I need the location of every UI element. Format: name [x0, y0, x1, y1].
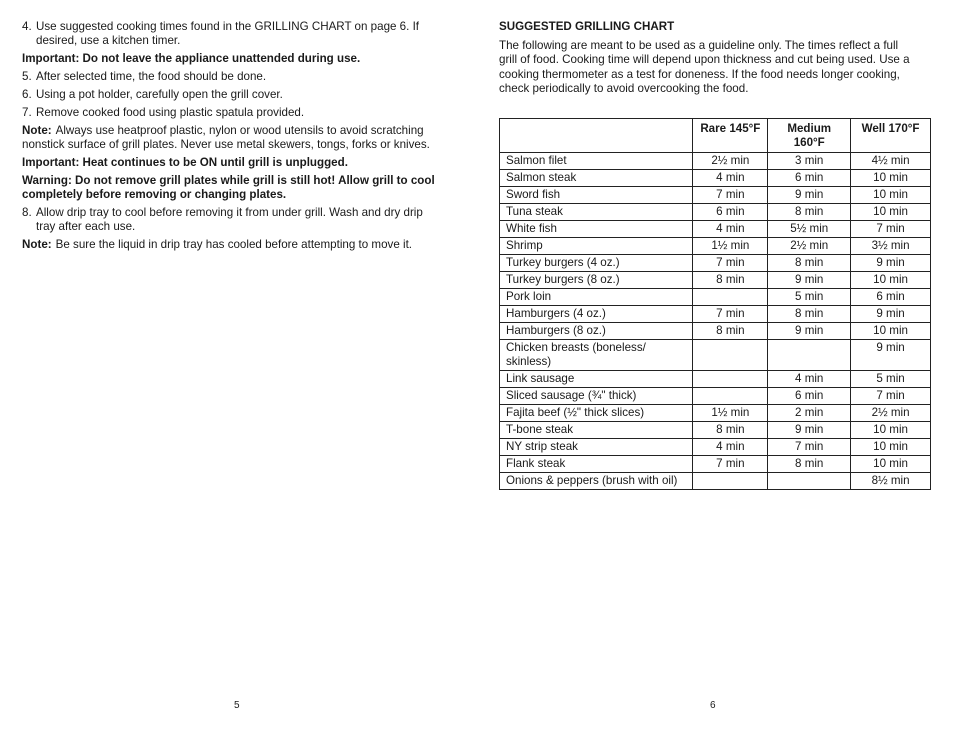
time-cell: 10 min [851, 439, 931, 456]
step-text: After selected time, the food should be done. [36, 70, 267, 83]
time-cell: 8 min [693, 272, 768, 289]
time-cell: 5½ min [768, 221, 851, 238]
page-number-right: 6 [710, 700, 716, 711]
step-text: Use suggested cooking times found in the GRILLING CHART on page 6. If desired, use a kitchen timer. [36, 20, 420, 47]
time-cell: 4 min [693, 170, 768, 187]
table-row [500, 238, 931, 255]
instruction-step [22, 70, 437, 84]
time-cell: 8 min [768, 255, 851, 272]
time-cell: 5 min [851, 371, 931, 388]
time-cell: 10 min [851, 272, 931, 289]
food-cell: NY strip steak [500, 439, 693, 456]
food-cell: Shrimp [500, 238, 693, 255]
time-cell: 9 min [768, 323, 851, 340]
table-row [500, 221, 931, 238]
header-medium: Medium 160°F [768, 119, 851, 153]
food-cell: Sword fish [500, 187, 693, 204]
food-cell: Onions & peppers (brush with oil) [500, 473, 693, 490]
note-label: Note: [22, 124, 52, 137]
time-cell: 1½ min [693, 238, 768, 255]
time-cell: 4 min [693, 221, 768, 238]
time-cell: 8 min [768, 456, 851, 473]
table-row [500, 306, 931, 323]
time-cell: 9 min [851, 340, 931, 371]
time-cell: 3½ min [851, 238, 931, 255]
food-cell: Hamburgers (8 oz.) [500, 323, 693, 340]
table-row [500, 371, 931, 388]
time-cell: 4½ min [851, 153, 931, 170]
grilling-chart-intro-column [499, 20, 931, 97]
time-cell: 5 min [768, 289, 851, 306]
table-row [500, 289, 931, 306]
right-page [477, 0, 954, 738]
note-text: Always use heatproof plastic, nylon or wood utensils to avoid scratching nonstick surface of grill plates. Never use metal skewers, tongs, forks or knives. [22, 124, 430, 151]
step-number: 7. [22, 106, 32, 119]
table-row [500, 439, 931, 456]
step-text: Using a pot holder, carefully open the grill cover. [36, 88, 283, 101]
time-cell: 7 min [693, 187, 768, 204]
note-paragraph [22, 124, 437, 152]
food-cell: Flank steak [500, 456, 693, 473]
time-cell [693, 473, 768, 490]
grilling-chart-intro: The following are meant to be used as a guideline only. The times reflect a full grill of food. Cooking time will depend upon thickness and cut being used. Use a cooking thermometer as a test for doneness. If the food needs longer cooking, check periodically to avoid overcooking the food. [499, 38, 910, 95]
time-cell: 9 min [768, 272, 851, 289]
time-cell: 2 min [768, 405, 851, 422]
instructions-column [22, 20, 437, 256]
time-cell: 9 min [851, 255, 931, 272]
time-cell: 8 min [693, 323, 768, 340]
time-cell: 10 min [851, 323, 931, 340]
food-cell: Sliced sausage (¾" thick) [500, 388, 693, 405]
time-cell: 6 min [693, 204, 768, 221]
food-cell: Hamburgers (4 oz.) [500, 306, 693, 323]
time-cell [693, 289, 768, 306]
warning-text: Important: Heat continues to be ON until grill is unplugged. [22, 156, 348, 169]
food-cell: T-bone steak [500, 422, 693, 439]
table-row [500, 456, 931, 473]
table-row [500, 255, 931, 272]
food-cell: Salmon filet [500, 153, 693, 170]
food-cell: Tuna steak [500, 204, 693, 221]
step-number: 8. [22, 206, 32, 219]
step-number: 5. [22, 70, 32, 83]
time-cell: 7 min [693, 456, 768, 473]
grilling-chart-heading: SUGGESTED GRILLING CHART [499, 20, 675, 33]
food-cell: Chicken breasts (boneless/ skinless) [500, 340, 693, 371]
step-text: Remove cooked food using plastic spatula provided. [36, 106, 305, 119]
note-paragraph [22, 238, 437, 252]
table-row [500, 204, 931, 221]
time-cell: 1½ min [693, 405, 768, 422]
warning-text: Important: Do not leave the appliance unattended during use. [22, 52, 361, 65]
table-row [500, 272, 931, 289]
time-cell: 6 min [851, 289, 931, 306]
time-cell [768, 473, 851, 490]
time-cell: 8 min [693, 422, 768, 439]
time-cell [693, 340, 768, 371]
time-cell: 10 min [851, 170, 931, 187]
table-row [500, 340, 931, 371]
time-cell [693, 388, 768, 405]
grilling-chart-table [499, 118, 931, 490]
time-cell: 4 min [693, 439, 768, 456]
table-row [500, 473, 931, 490]
table-row [500, 153, 931, 170]
instruction-step [22, 88, 437, 102]
time-cell: 9 min [851, 306, 931, 323]
table-row [500, 405, 931, 422]
food-cell: Fajita beef (½" thick slices) [500, 405, 693, 422]
food-cell: Turkey burgers (4 oz.) [500, 255, 693, 272]
instruction-step [22, 206, 437, 234]
time-cell: 9 min [768, 187, 851, 204]
time-cell: 7 min [851, 221, 931, 238]
food-cell: White fish [500, 221, 693, 238]
time-cell: 10 min [851, 422, 931, 439]
time-cell: 2½ min [693, 153, 768, 170]
food-cell: Pork loin [500, 289, 693, 306]
table-body [500, 153, 931, 490]
time-cell: 9 min [768, 422, 851, 439]
food-cell: Turkey burgers (8 oz.) [500, 272, 693, 289]
time-cell: 8½ min [851, 473, 931, 490]
time-cell: 7 min [768, 439, 851, 456]
page-number-left: 5 [234, 700, 240, 711]
time-cell: 6 min [768, 388, 851, 405]
step-text: Allow drip tray to cool before removing it from under grill. Wash and dry drip tray after each use. [36, 206, 423, 233]
warning-text: Warning: Do not remove grill plates while grill is still hot! Allow grill to cool completely before removing or changing plates. [22, 174, 435, 201]
time-cell: 3 min [768, 153, 851, 170]
table-header-row [500, 119, 931, 153]
instruction-step [22, 20, 437, 48]
header-rare: Rare 145°F [693, 119, 768, 153]
time-cell [693, 371, 768, 388]
time-cell [768, 340, 851, 371]
header-food [500, 119, 693, 153]
time-cell: 8 min [768, 306, 851, 323]
table-row [500, 422, 931, 439]
step-number: 4. [22, 20, 32, 33]
step-number: 6. [22, 88, 32, 101]
food-cell: Link sausage [500, 371, 693, 388]
time-cell: 6 min [768, 170, 851, 187]
header-well: Well 170°F [851, 119, 931, 153]
time-cell: 7 min [851, 388, 931, 405]
table-row [500, 388, 931, 405]
time-cell: 8 min [768, 204, 851, 221]
time-cell: 7 min [693, 255, 768, 272]
time-cell: 7 min [693, 306, 768, 323]
time-cell: 2½ min [768, 238, 851, 255]
table-row [500, 187, 931, 204]
note-label: Note: [22, 238, 52, 251]
instruction-step [22, 106, 437, 120]
food-cell: Salmon steak [500, 170, 693, 187]
time-cell: 10 min [851, 204, 931, 221]
table-row [500, 323, 931, 340]
note-text: Be sure the liquid in drip tray has cooled before attempting to move it. [55, 238, 413, 251]
table-row [500, 170, 931, 187]
time-cell: 4 min [768, 371, 851, 388]
time-cell: 10 min [851, 456, 931, 473]
time-cell: 10 min [851, 187, 931, 204]
time-cell: 2½ min [851, 405, 931, 422]
